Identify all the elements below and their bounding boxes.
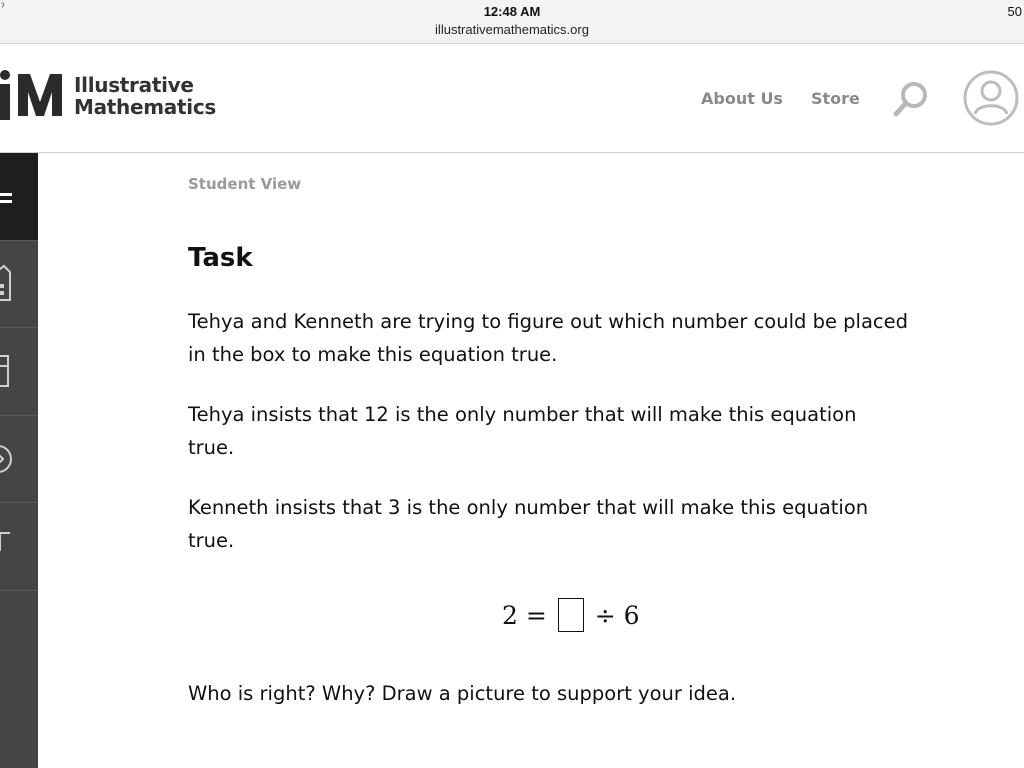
equation-left: 2 = [502,600,547,630]
task-question: Who is right? Why? Draw a picture to support your idea. [188,682,737,705]
sidebar-item-document[interactable] [0,328,38,416]
nav-store-link[interactable]: Store [811,89,860,108]
account-button[interactable] [963,70,1019,126]
sidebar-item-line[interactable] [0,503,38,591]
task-paragraph-2: Tehya insists that 12 is the only number that will make this equation true. [188,403,857,459]
left-sidebar [0,153,38,768]
status-time: 12:48 AM [483,4,541,19]
task-paragraph-3: Kenneth insists that 3 is the only number that will make this equation true. [188,496,869,552]
document-icon [0,328,38,415]
logo-line-1: Illustrative [74,73,194,97]
illustrative-mathematics-logo-icon[interactable] [0,70,64,120]
search-button[interactable] [890,78,932,120]
equation-blank-box [558,598,584,632]
equation-operator: ÷ 6 [594,600,640,630]
sidebar-item-circle-arrow[interactable] [0,415,38,503]
sidebar-item-calculator[interactable] [0,240,38,328]
address-bar-url[interactable]: illustrativemathematics.org [435,22,589,37]
line-icon [0,503,38,590]
nav-about-us-link[interactable]: About Us [701,89,783,108]
browser-status-bar [0,0,1024,44]
task-paragraph-1: Tehya and Kenneth are trying to figure out which number could be placed in the box to make this equation true. [188,310,908,366]
signal-icon: ˀ [1,2,5,13]
equation [502,598,640,638]
search-icon [890,78,932,120]
task-heading: Task [188,243,253,273]
sidebar-item-menu[interactable] [0,153,38,241]
student-view-label: Student View [188,175,302,193]
menu-icon [0,153,38,240]
account-icon [963,70,1019,126]
logo-line-2: Mathematics [74,95,216,119]
circle-arrow-icon [0,415,38,502]
battery-level: 50 [1007,4,1022,19]
calculator-icon [0,240,38,327]
site-logo-text[interactable] [74,74,216,118]
site-header [0,44,1024,153]
